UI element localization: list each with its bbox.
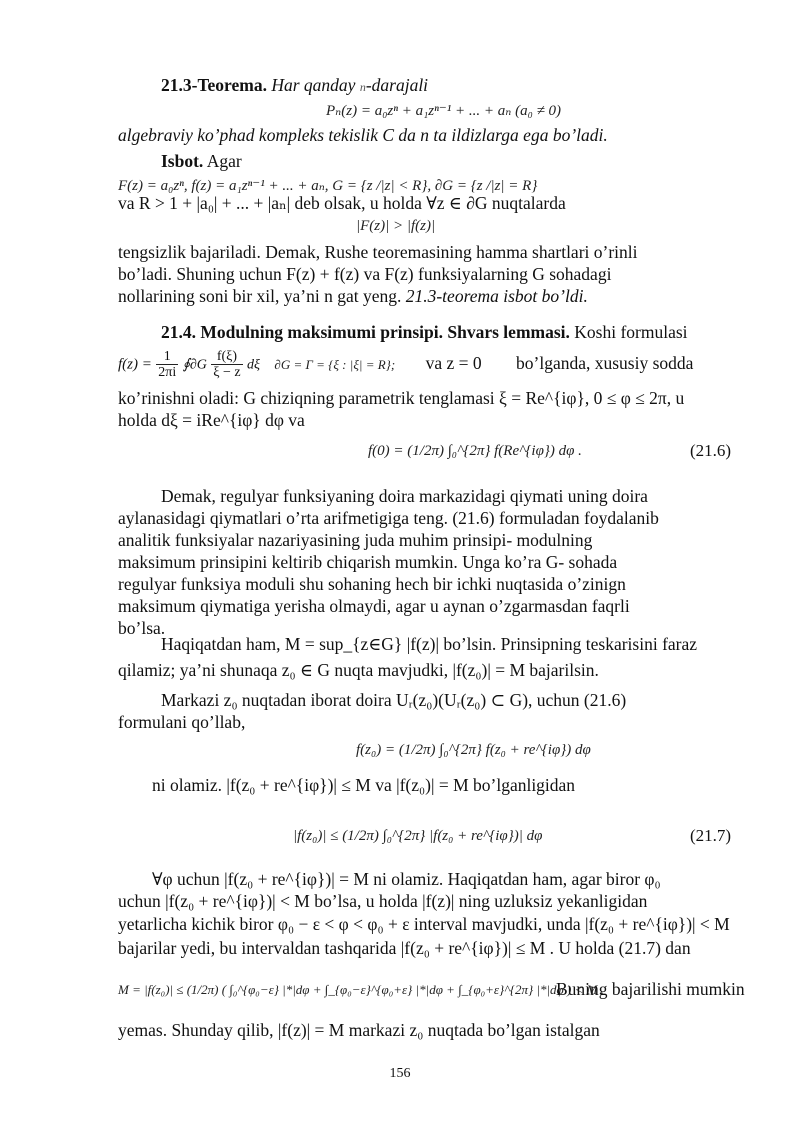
proof-heading: Isbot. [161,151,204,171]
cauchy-lhs: f(z) = [118,356,152,373]
final-inequality-tail: Buning bajarilishi mumkin [556,979,745,999]
proof-paragraph-3 [118,285,588,307]
paragraph2-line: Markazi z₀ nuqtadan iborat doira Uᵣ(z₀)(Uᵣ(z₀) ⊂ G), uchun (21.6) [161,690,627,710]
final-inequality: M = |f(z₀)| ≤ (1/2π) ( ∫₀^{φ₀−ε} |*|dφ + ∫_{φ₀−ε}^{φ₀+ε} |*|dφ + ∫_{φ₀+ε}^{2π} |*|dφ ) < M . [118,982,604,997]
section-line [161,321,688,343]
paragraph2-line: qilamiz; ya’ni shunaqa z₀ ∈ G nuqta mavjudki, |f(z₀)| = M bajarilsin. [118,660,599,680]
page-number: 156 [389,1066,411,1081]
equation-21-6: f(0) = (1/2π) ∫₀^{2π} f(Re^{iφ}) dφ . [368,443,582,459]
cauchy-condition: ∂G = Γ = {ξ : |ξ| = R}; [274,356,396,372]
theorem-heading: 21.3-Teorema. [161,75,267,95]
section-line-2: ko’rinishni oladi: G chiziqning parametrik tenglamasi ξ = Re^{iφ}, 0 ≤ φ ≤ 2π, u [118,388,685,408]
paragraph3-line: bajarilar yedi, bu intervaldan tashqarida |f(z₀ + re^{iφ})| ≤ M . U holda (21.7) dan [118,938,691,958]
theorem-text-2: -darajali [365,75,429,95]
paragraph-line: bo’lsa. [118,618,166,638]
paragraph2-line: Haqiqatdan ham, M = sup_{z∈G} |f(z)| bo’lsin. Prinsipning teskarisini faraz [161,634,698,654]
equation-f-z0: f(z₀) = (1/2π) ∫₀^{2π} f(z₀ + re^{iφ}) dφ [356,742,591,758]
paragraph-line: maksimum qiymatiga yerisha olmaydi, agar u aynan o’zgarmasdan faqrli [118,596,630,616]
cauchy-va: va z = 0 [425,352,482,373]
paragraph-line: analitik funksiyalar nazariyasining juda muhim prinsipi- modulning [118,530,593,550]
equation-21-6-number: (21.6) [690,441,732,460]
paragraph-line: maksimum prinsipini keltirib chiqarish mumkin. Unga ko’ra G- sohada [118,552,618,572]
polynomial-formula: Pₙ(z) = a₀zⁿ + a₁zⁿ⁻¹ + ... + aₙ (a₀ ≠ 0) [326,103,562,119]
proof-definitions: F(z) = a₀zⁿ, f(z) = a₁zⁿ⁻¹ + ... + aₙ, G = {z /|z| < R}, ∂G = {z /|z| = R} [118,178,538,194]
cauchy-fraction: $\frac{1}{2\pi i}$ [158,349,177,380]
inequality: |F(z)| > |f(z)| [356,218,436,234]
proof-va-line: va R > 1 + |a₀| + ... + |aₙ| deb olsak, u holda ∀z ∈ ∂G nuqtalarda [118,193,566,213]
proof-paragraph-3a: nollarining soni bir xil, ya’ni n gat yeng. [118,286,402,306]
cauchy-integrand: $\frac{f(\xi)}{\xi - z}$ [213,349,241,380]
equation-21-7-number: (21.7) [690,826,732,845]
paragraph3-line: uchun |f(z₀ + re^{iφ})| < M bo’lsa, u holda |f(z)| ning uzluksiz yekanligidan [118,891,648,911]
proof-paragraph-1: tengsizlik bajariladi. Demak, Rushe teoremasining hamma shartlari o’rinli [118,242,638,262]
theorem-line-3: algebraviy ko’phad kompleks tekislik C da n ta ildizlarga ega bo’ladi. [118,125,608,145]
theorem-text: Har qanday [271,75,356,95]
paragraph3-line: yetarlicha kichik biror φ₀ − ε < φ < φ₀ + ε interval mavjudki, unda |f(z₀ + re^{iφ})| < M [118,914,730,934]
paragraph3-line: ∀φ uchun |f(z₀ + re^{iφ})| = M ni olamiz. Haqiqatdan ham, agar biror φ₀ [152,869,661,889]
paragraph2-line: formulani qo’llab, [118,712,246,732]
proof-line [161,150,242,172]
paragraph-line: Demak, regulyar funksiyaning doira markazidagi qiymati uning doira [161,486,648,506]
cauchy-line: f(z) = $\frac{1}{2\pi i}$ ∮∂G $\frac{f(\xi)}{\xi - z}$ dξ ∂G = Γ = {ξ : |ξ| = R}; va z = 0 bo’lganda, xususiy sodda [118,349,694,380]
cauchy-rest: bo’lganda, xususiy sodda [516,352,694,373]
theorem-n: n [359,80,366,94]
theorem-line [161,74,428,98]
paragraph-line: aylanasidagi qiymatlari o’rta arifmetigiga teng. (21.6) formuladan foydalanib [118,508,659,528]
section-heading-tail: Koshi formulasi [574,322,688,342]
section-line-3: holda dξ = iRe^{iφ} dφ va [118,410,305,430]
equation-21-7: |f(z₀)| ≤ (1/2π) ∫₀^{2π} |f(z₀ + re^{iφ})| dφ [293,828,543,844]
proof-paragraph-2: bo’ladi. Shuning uchun F(z) + f(z) va F(z) funksiyalarning G sohadagi [118,264,612,284]
proof-agar: Agar [206,151,242,171]
section-heading: 21.4. Modulning maksimumi prinsipi. Shvars lemmasi. [161,322,570,342]
proof-end: 21.3-teorema isbot bo’ldi. [405,286,588,306]
last-line: yemas. Shunday qilib, |f(z)| = M markazi z₀ nuqtada bo’lgan istalgan [118,1020,600,1040]
cauchy-integral: ∮∂G [182,357,207,373]
paragraph-line: regulyar funksiya moduli shu sohaning hech bir ichki nuqtasida o’zinign [118,574,626,594]
olamiz-line: ni olamiz. |f(z₀ + re^{iφ})| ≤ M va |f(z₀)| = M bo’lganligidan [152,775,576,795]
